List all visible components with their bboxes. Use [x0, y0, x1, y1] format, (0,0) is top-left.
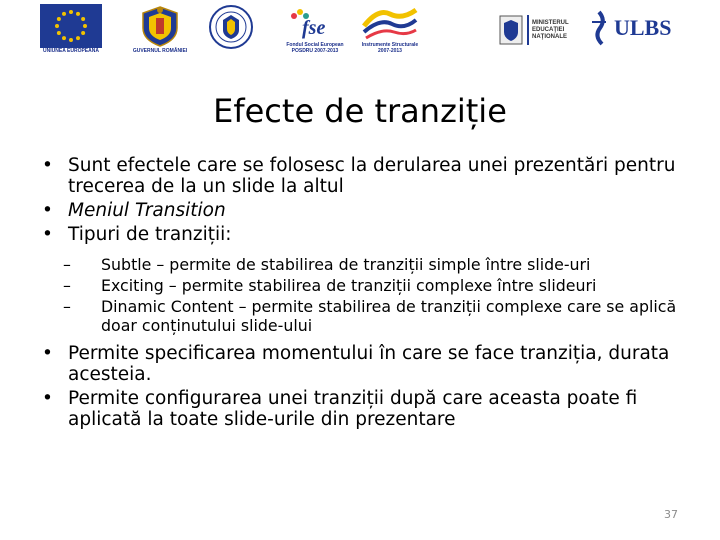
bullet-symbol: • — [42, 200, 53, 221]
eu-star-icon — [62, 36, 66, 40]
structural-instruments-logo — [358, 4, 422, 54]
bullet-text: Tipuri de tranziții: — [68, 224, 232, 245]
svg-text:fse: fse — [302, 17, 326, 39]
bullet-item — [40, 224, 700, 245]
eu-star-icon — [76, 36, 80, 40]
eu-star-icon — [69, 10, 73, 14]
bullet-item — [40, 343, 700, 385]
logo-strip — [0, 0, 720, 70]
dash-symbol: – — [63, 255, 71, 274]
eu-star-icon — [55, 24, 59, 28]
bullet-text: Permite specificarea momentului în care se face tranziția, durata acesteia. — [68, 343, 670, 385]
romanian-government-logo — [125, 4, 195, 54]
dash-symbol: – — [63, 276, 71, 295]
bullet-symbol: • — [42, 388, 53, 409]
eu-star-icon — [81, 31, 85, 35]
ulbs-logo — [588, 10, 671, 46]
dash-symbol: – — [63, 297, 71, 316]
bullet-symbol: • — [42, 343, 53, 364]
eu-star-icon — [62, 12, 66, 16]
bullet-item — [40, 388, 700, 430]
sub-bullet-item — [63, 297, 700, 335]
sub-bullet-list — [63, 255, 700, 335]
sub-bullet-text: Exciting – permite stabilirea de tranziții complexe între slideuri — [101, 276, 597, 295]
slide-title: Efecte de tranziție — [213, 92, 507, 130]
slide-content — [40, 155, 700, 433]
eu-star-icon — [83, 24, 87, 28]
logo-caption: MINISTERUL EDUCAŢIEI NAŢIONALE — [532, 19, 569, 40]
eu-flag-logo — [40, 4, 102, 54]
bullet-text: Permite configurarea unei tranziții după care aceasta poate fi aplicată la toate slide-urile din prezentare — [68, 388, 638, 430]
ulbs-wordmark: ULBS — [614, 15, 672, 40]
eu-star-icon — [81, 17, 85, 21]
eu-star-icon — [69, 38, 73, 42]
bullet-symbol: • — [42, 155, 53, 176]
page-number: 37 — [664, 508, 678, 521]
eu-star-icon — [57, 31, 61, 35]
ministry-seal-logo — [208, 4, 254, 50]
bullet-item — [40, 200, 700, 221]
eu-star-icon — [76, 12, 80, 16]
ministerul-educatiei-logo — [498, 14, 568, 46]
sub-bullet-text: Dinamic Content – permite stabilirea de tranziții complexe care se aplică doar conținutului slide-ului — [101, 297, 677, 335]
bullet-symbol: • — [42, 224, 53, 245]
sub-bullet-text: Subtle – permite de stabilirea de tranziții simple între slide-uri — [101, 255, 591, 274]
eu-star-icon — [57, 17, 61, 21]
bullet-text: Meniul Transition — [68, 200, 226, 221]
logo-caption: UNIUNEA EUROPEANĂ — [43, 48, 99, 54]
logo-caption: Instrumente Structurale 2007-2013 — [361, 42, 419, 54]
bullet-text: Sunt efectele care se folosesc la derularea unei prezentări pentru trecerea de la un slide la altul — [68, 155, 676, 197]
fse-logo — [280, 4, 350, 54]
logo-caption: Fondul Social European POSDRU 2007-2013 — [286, 42, 344, 54]
bullet-item — [40, 155, 700, 197]
logo-caption: GUVERNUL ROMÂNIEI — [132, 48, 188, 54]
sub-bullet-item — [63, 276, 700, 295]
sub-bullet-item — [63, 255, 700, 274]
